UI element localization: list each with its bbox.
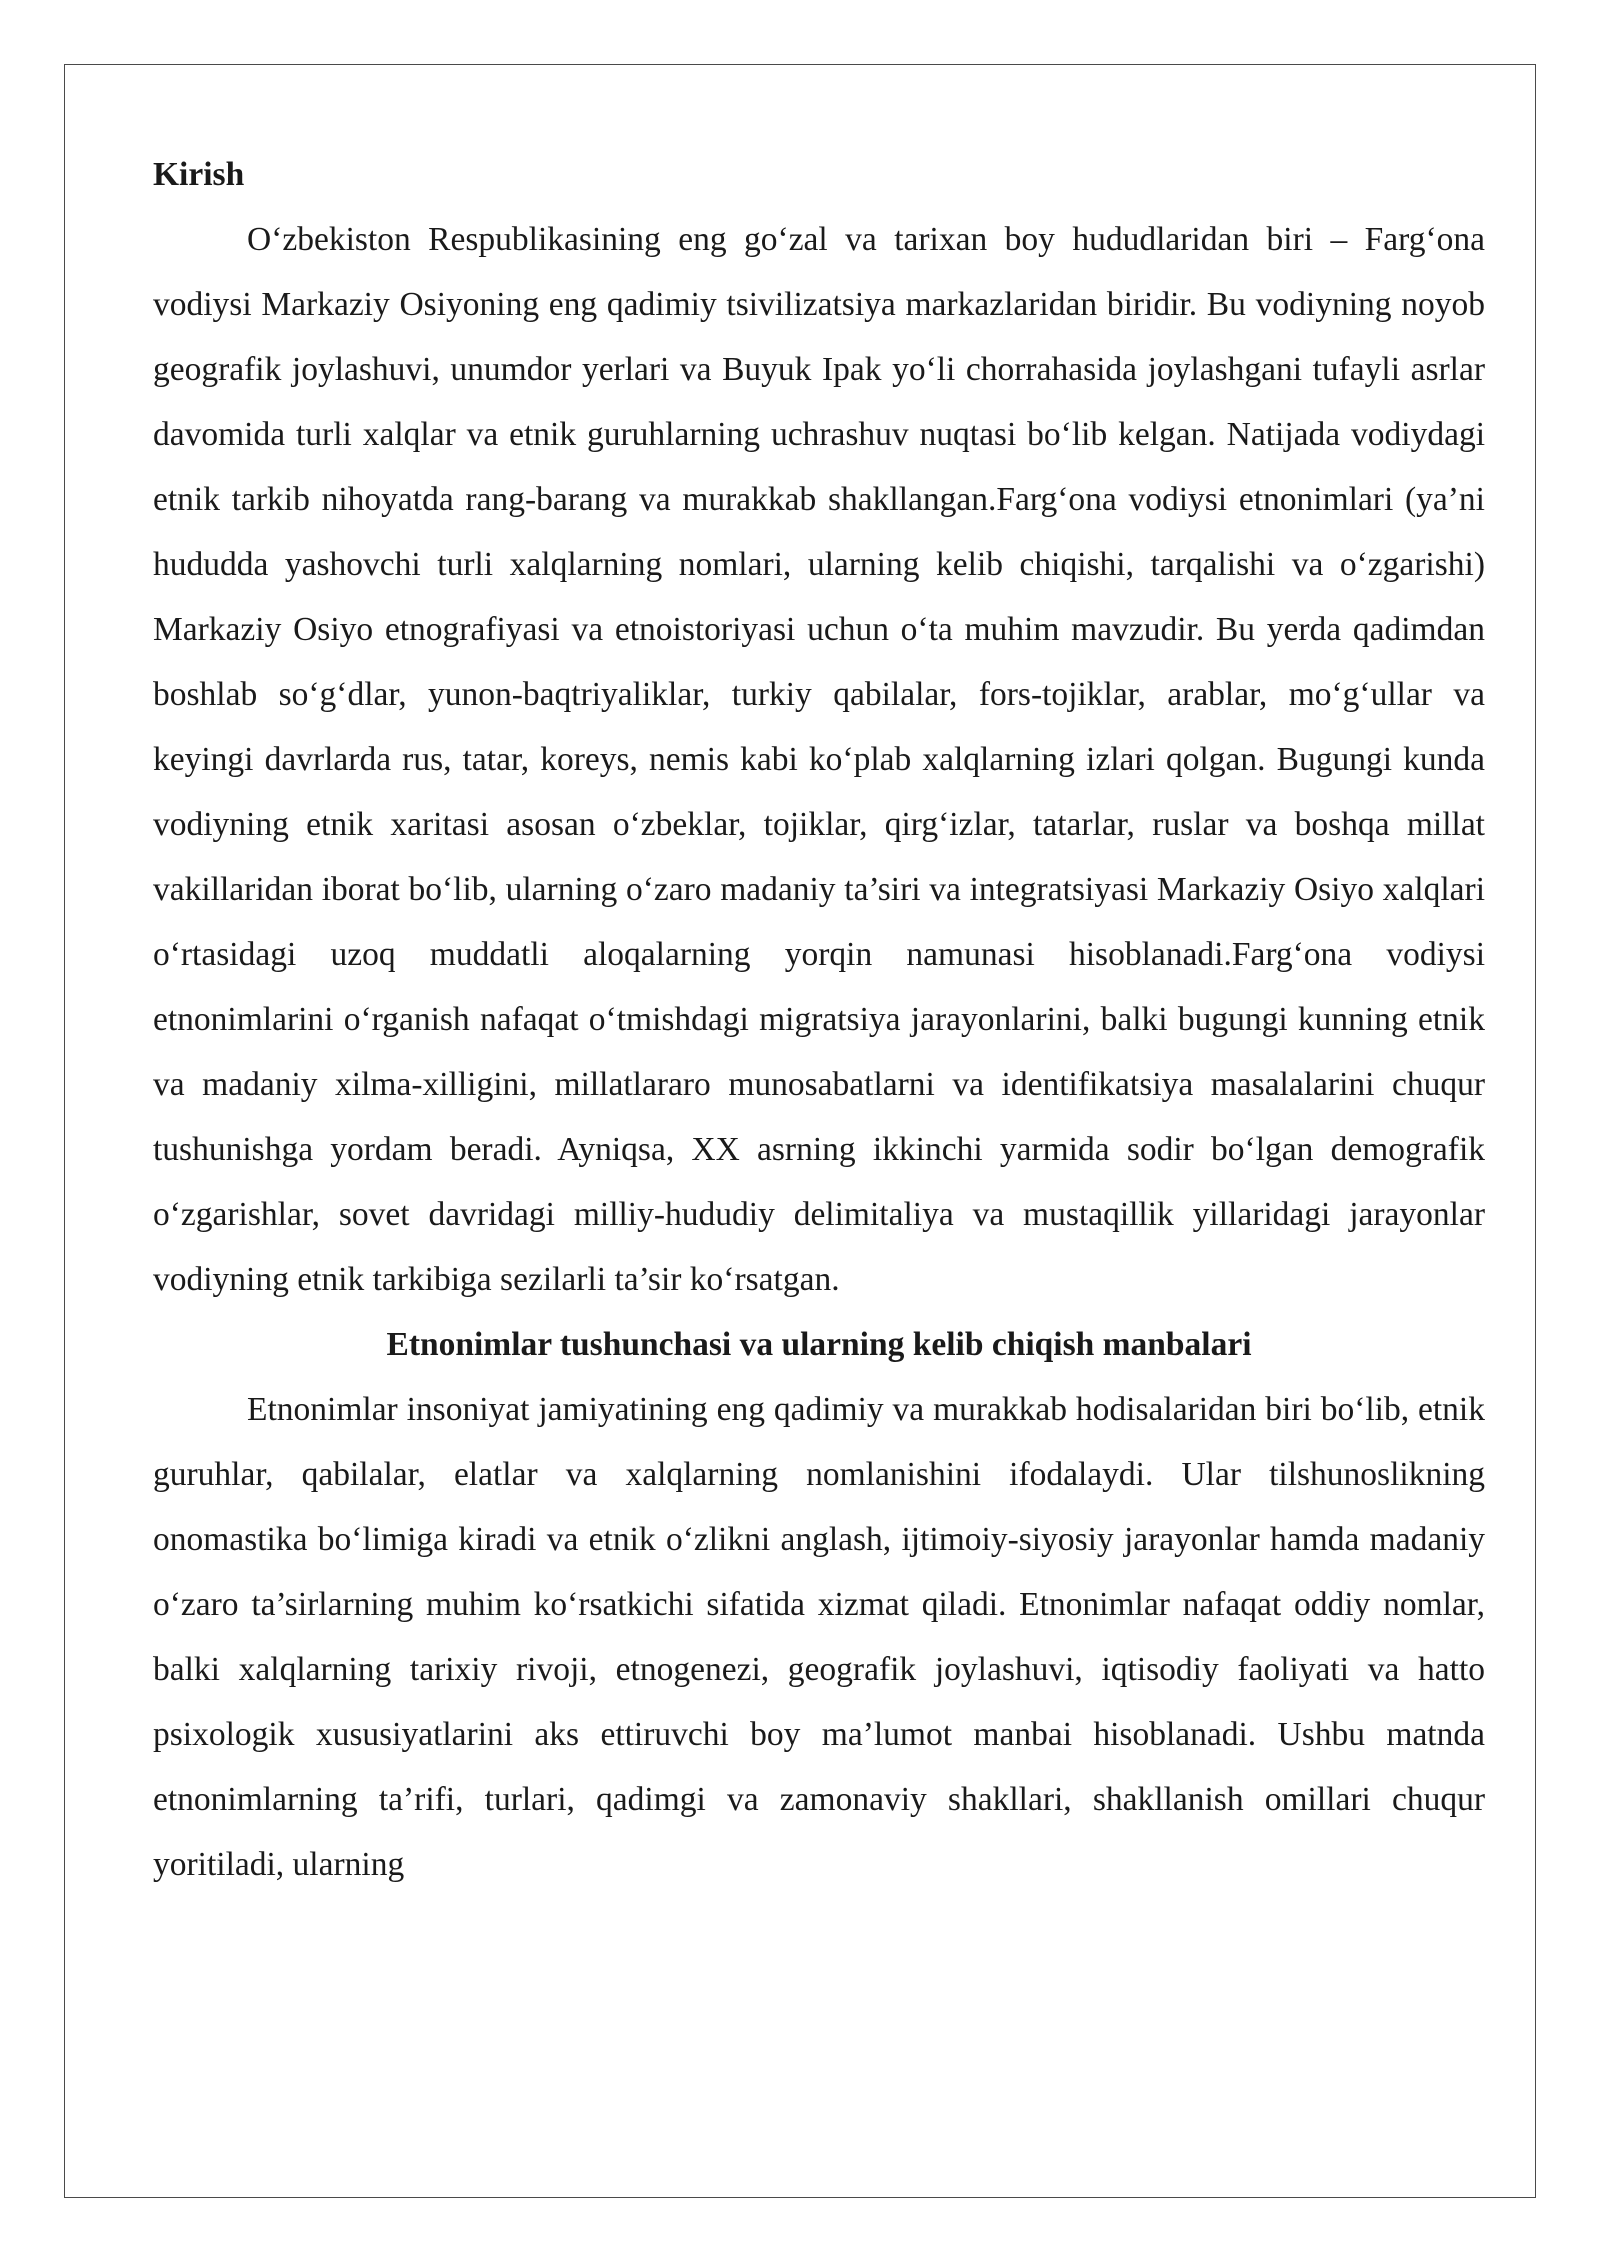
paragraph-intro: O‘zbekiston Respublikasining eng go‘zal va tarixan boy hududlaridan biri – Farg‘ona vodiysi Markaziy Osiyoning eng qadimiy tsivilizatsiya markazlaridan biridir. Bu vodiyning noyob geografik joylashuvi, unumdor yerlari va Buyuk Ipak yo‘li chorrahasida joylashgani tufayli asrlar davomida turli xalqlar va etnik guruhlarning uchrashuv nuqtasi bo‘lib kelgan. Natijada vodiydagi etnik tarkib nihoyatda rang-barang va murakkab shakllangan.Farg‘ona vodiysi etnonimlari (ya’ni hududda yashovchi turli xalqlarning nomlari, ularning kelib chiqishi, tarqalishi va o‘zgarishi) Markaziy Osiyo etnografiyasi va etnoistoriyasi uchun o‘ta muhim mavzudir. Bu yerda qadimdan boshlab so‘g‘dlar, yunon-baqtriyaliklar, turkiy qabilalar, fors-tojiklar, arablar, mo‘g‘ullar va keyingi davrlarda rus, tatar, koreys, nemis kabi ko‘plab xalqlarning izlari qolgan. Bugungi kunda vodiyning etnik xaritasi asosan o‘zbeklar, tojiklar, qirg‘izlar, tatarlar, ruslar va boshqa millat vakillaridan iborat bo‘lib, ularning o‘zaro madaniy ta’siri va integratsiyasi Markaziy Osiyo xalqlari o‘rtasidagi uzoq muddatli aloqalarning yorqin namunasi hisoblanadi.Farg‘ona vodiysi etnonimlarini o‘rganish nafaqat o‘tmishdagi migratsiya jarayonlarini, balki bugungi kunning etnik va madaniy xilma-xilligini, millatlararo munosabatlarni va identifikatsiya masalalarini chuqur tushunishga yordam beradi. Ayniqsa, XX asrning ikkinchi yarmida sodir bo‘lgan demografik o‘zgarishlar, sovet davridagi milliy-hududiy delimitaliya va mustaqillik yillaridagi jarayonlar vodiyning etnik tarkibiga sezilarli ta’sir ko‘rsatgan. (153, 221, 1485, 1298)
heading-intro: Kirish (153, 156, 245, 193)
heading-section: Etnonimlar tushunchasi va ularning kelib chiqish manbalari (386, 1326, 1252, 1363)
document-body (153, 142, 1485, 1897)
paragraph-section: Etnonimlar insoniyat jamiyatining eng qadimiy va murakkab hodisalaridan biri bo‘lib, etnik guruhlar, qabilalar, elatlar va xalqlarning nomlanishini ifodalaydi. Ular tilshunoslikning onomastika bo‘limiga kiradi va etnik o‘zlikni anglash, ijtimoiy-siyosiy jarayonlar hamda madaniy o‘zaro ta’sirlarning muhim ko‘rsatkichi sifatida xizmat qiladi. Etnonimlar nafaqat oddiy nomlar, balki xalqlarning tarixiy rivoji, etnogenezi, geografik joylashuvi, iqtisodiy faoliyati va hatto psixologik xususiyatlarini aks ettiruvchi boy ma’lumot manbai hisoblanadi. Ushbu matnda etnonimlarning ta’rifi, turlari, qadimgi va zamonaviy shakllari, shakllanish omillari chuqur yoritiladi, ularning (153, 1391, 1485, 1883)
